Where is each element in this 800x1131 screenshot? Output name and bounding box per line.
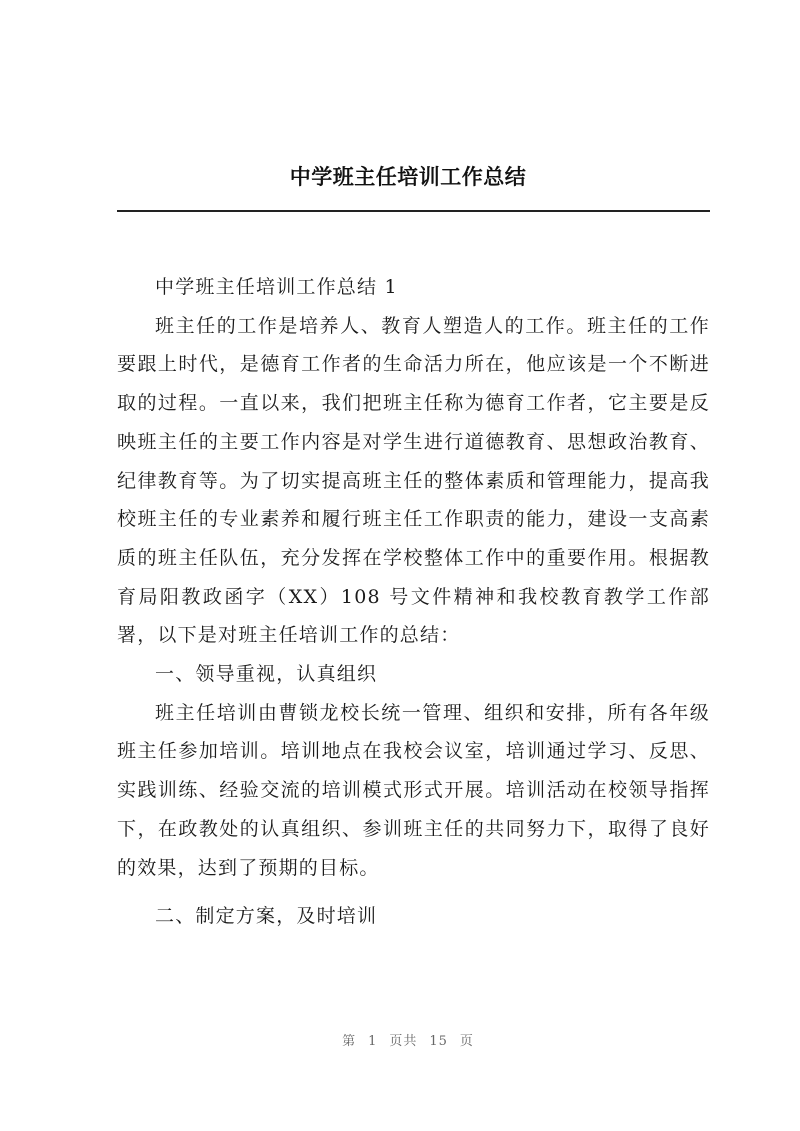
- document-body: [117, 268, 710, 936]
- page-footer: [0, 1030, 800, 1049]
- footer-total-pages: 15: [429, 1034, 448, 1049]
- section-heading: 二、制定方案，及时培训: [155, 905, 378, 928]
- body-paragraph: 班主任的工作是培养人、教育人塑造人的工作。班主任的工作要跟上时代，是德育工作者的生命活力所在，他应该是一个不断进取的过程。一直以来，我们把班主任称为德育工作者，它主要是反映班主任的主要工作内容是对学生进行道德教育、思想政治教育、纪律教育等。为了切实提高班主任的整体素质和管理能力，提高我校班主任的专业素养和履行班主任工作职责的能力，建设一支高素质的班主任队伍，充分发挥在学校整体工作中的重要作用。根据教育局阳教政函字（XX）108 号文件精神和我校教育教学工作部署，以下是对班主任培训工作的总结：: [117, 314, 710, 647]
- body-paragraph: 班主任培训由曹锁龙校长统一管理、组织和安排，所有各年级班主任参加培训。培训地点在我校会议室，培训通过学习、反思、实践训练、经验交流的培训模式形式开展。培训活动在校领导指挥下，在政教处的认真组织、参训班主任的共同努力下，取得了良好的效果，达到了预期的目标。: [117, 701, 710, 879]
- section-heading: 一、领导重视，认真组织: [155, 663, 378, 686]
- document-title: 中学班主任培训工作总结: [289, 165, 527, 189]
- title-divider: [117, 210, 710, 212]
- footer-suffix: 页: [459, 1034, 474, 1049]
- footer-middle: 页共: [389, 1034, 418, 1049]
- footer-page-number: 1: [368, 1034, 378, 1049]
- footer-prefix: 第: [342, 1034, 357, 1049]
- section-subtitle: 中学班主任培训工作总结 1: [155, 276, 398, 298]
